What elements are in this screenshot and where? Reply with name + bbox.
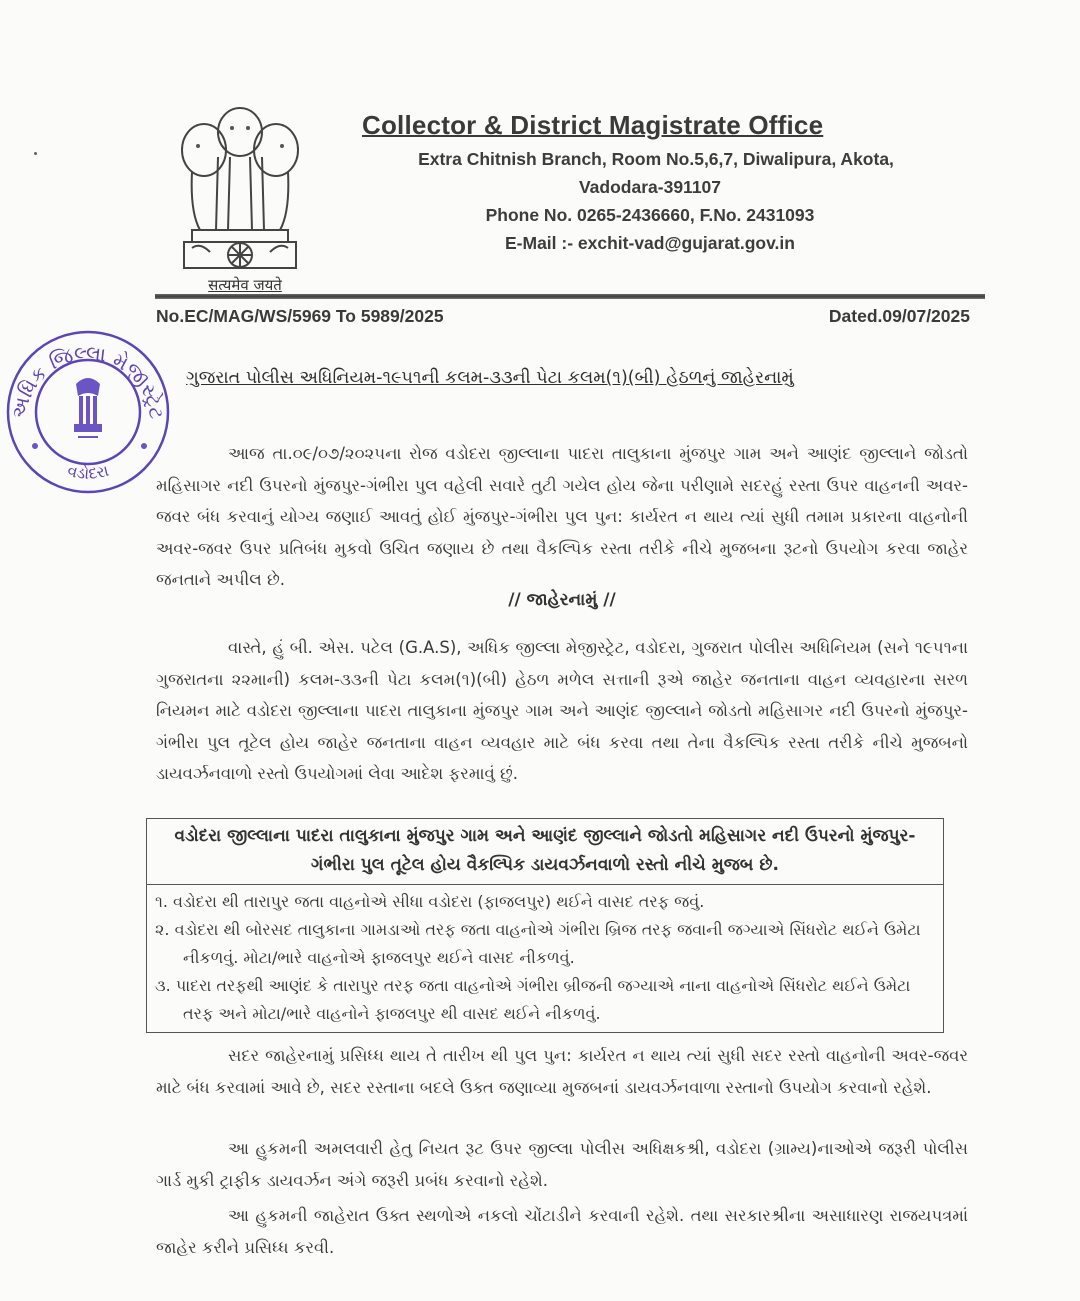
diversion-route-list xyxy=(147,885,943,1032)
diversion-route-item: ૩. પાદરા તરફથી આણંદ કે તારાપુર તરફ જતા વાહનોએ ગંભીરા બ્રીજની જગ્યાએ નાના વાહનોએ સિંધરોટ થઈને ઉમેટા તરફ અને મોટા/ભારે વાહનોને ફાજલપુર થી વાસદ થઈને નીકળવું. xyxy=(155,976,911,1023)
paragraph-background: આજ તા.૦૯/૦૭/૨૦૨૫ના રોજ વડોદરા જીલ્લાના પાદરા તાલુકાના મુંજપુર ગામ અને આણંદ જીલ્લાને જોડતો મહિસાગર નદી ઉપરનો મુંજપુર-ગંભીરા પુલ વહેલી સવારે તુટી ગયેલ હોય જેના પરીણામે સદરહું રસ્તા ઉપર વાહનની અવર-જવર બંધ કરવાનું યોગ્ય જણાઈ આવતું હોઈ મુંજપુર-ગંભીરા પુલ પુન: કાર્યરત ન થાય ત્યાં સુધી તમામ પ્રકારના વાહનોની અવર-જવર ઉપર પ્રતિબંધ મુકવો ઉચિત જણાય છે તથા વૈકલ્પિક રસ્તા તરીકે નીચે મુજબના રૂટનો ઉપયોગ કરવા જાહેર જનતાને અપીલ છે. xyxy=(156,444,968,589)
paragraph-order: વાસ્તે, હું બી. એસ. પટેલ (G.A.S), અધિક જીલ્લા મેજીસ્ટ્રેટ, વડોદરા, ગુજરાત પોલીસ અધિનિયમ (સને ૧૯૫૧ના ગુજરાતના ૨૨માની) કલમ-૩૩ની પેટા કલમ(૧)(બી) હેઠળ મળેલ સત્તાની રૂએ જાહેર જનતાના વાહન વ્યવહારના સરળ નિયમન માટે વડોદરા જીલ્લાના પાદરા તાલુકાના મુંજપુર ગામ અને આણંદ જીલ્લાને જોડતો મહિસાગર નદી ઉપરનો મુંજપુર-ગંભીરા પુલ તૂટેલ હોય જાહેર જનતાના વાહન વ્યવહાર માટે બંધ કરવા તથા તેના વૈકલ્પિક રસ્તા તરીકે નીચે મુજબનો ડાયવર્ઝનવાળો રસ્તો ઉપયોગમાં લેવા આદેશ ફરમાવું છું. xyxy=(156,638,968,783)
document-date: Dated.09/07/2025 xyxy=(828,306,970,326)
paragraph-closure: સદર જાહેરનામું પ્રસિધ્ધ થાય તે તારીખ થી પુલ પુન: કાર્યરત ન થાય ત્યાં સુધી સદર રસ્તો વાહનોની અવર-જવર માટે બંધ કરવામાં આવે છે, સદર રસ્તાના બદલે ઉક્ત જણાવ્યા મુજબનાં ડાયવર્ઝનવાળા રસ્તાનો ઉપયોગ કરવાનો રહેશે. xyxy=(156,1046,968,1097)
paragraph-police-instruction: આ હુકમની અમલવારી હેતુ નિયત રૂટ ઉપર જીલ્લા પોલીસ અધિક્ષકશ્રી, વડોદરા (ગ્રામ્ય)નાઓએ જરૂરી પોલીસ ગાર્ડ મુકી ટ્રાફીક ડાયવર્ઝન અંગે જરૂરી પ્રબંધ કરવાનો રહેશે. xyxy=(156,1139,968,1190)
header-divider xyxy=(155,294,985,299)
office-email: E-Mail :- exchit-vad@gujarat.gov.in xyxy=(505,233,795,253)
office-phone: Phone No. 0265-2436660, F.No. 2431093 xyxy=(485,205,815,225)
diversion-table xyxy=(146,818,944,1033)
stamp-top-text: અધિક જિલ્લા મેજીસ્ટ્રેટ xyxy=(6,340,170,421)
diversion-route-item: ૧. વડોદરા થી તારાપુર જતા વાહનોએ સીધા વડોદરા (ફાજલપુર) થઈને વાસદ તરફ જવું. xyxy=(155,892,705,911)
emblem-motto: सत्यमेव जयते xyxy=(208,276,282,294)
office-city: Vadodara-391107 xyxy=(578,177,722,197)
office-title: Collector & District Magistrate Office xyxy=(362,110,824,140)
stamp-bottom-text: વડોદરા xyxy=(65,460,111,483)
stamp-seal-icon xyxy=(2,326,174,498)
scan-speck xyxy=(34,152,37,155)
paragraph-publication: આ હુકમની જાહેરાત ઉક્ત સ્થળોએ નકલો ચોંટાડીને કરવાની રહેશે. તથા સરકારશ્રીના અસાધારણ રાજયપત્રમાં જાહેર કરીને પ્રસિધ્ધ કરવી. xyxy=(156,1206,968,1257)
notification-heading: // જાહેરનામું // xyxy=(508,590,616,610)
notification-subject: ગુજરાત પોલીસ અધિનિયમ-૧૯૫૧ની કલમ-૩૩ની પેટા કલમ(૧)(બી) હેઠળનું જાહેરનામું xyxy=(186,368,794,388)
ashoka-lions-icon xyxy=(170,102,310,272)
diversion-route-item: ૨. વડોદરા થી બોરસદ તાલુકાના ગામડાઓ તરફ જતા વાહનોએ ગંભીરા બ્રિજ તરફ જવાની જગ્યાએ સિંધરોટ થઈને ઉમેટા નીકળવું. મોટા/ભારે વાહનોએ ફાજલપુર થઈને વાસદ નીકળવું. xyxy=(155,920,921,967)
official-stamp xyxy=(2,326,174,498)
svg-text:વડોદરા xyxy=(65,461,110,483)
diversion-table-header: વડોદરા જીલ્લાના પાદરા તાલુકાના મુંજપુર ગામ અને આણંદ જીલ્લાને જોડતો મહિસાગર નદી ઉપરનો મુંજપુર-ગંભીરા પુલ તૂટેલ હોય વૈકલ્પિક ડાયવર્ઝનવાળો રસ્તો નીચે મુજબ છે. xyxy=(147,819,943,885)
national-emblem-icon xyxy=(170,102,310,292)
reference-number: No.EC/MAG/WS/5969 To 5989/2025 xyxy=(156,306,444,326)
office-address: Extra Chitnish Branch, Room No.5,6,7, Diwalipura, Akota, xyxy=(418,149,894,169)
